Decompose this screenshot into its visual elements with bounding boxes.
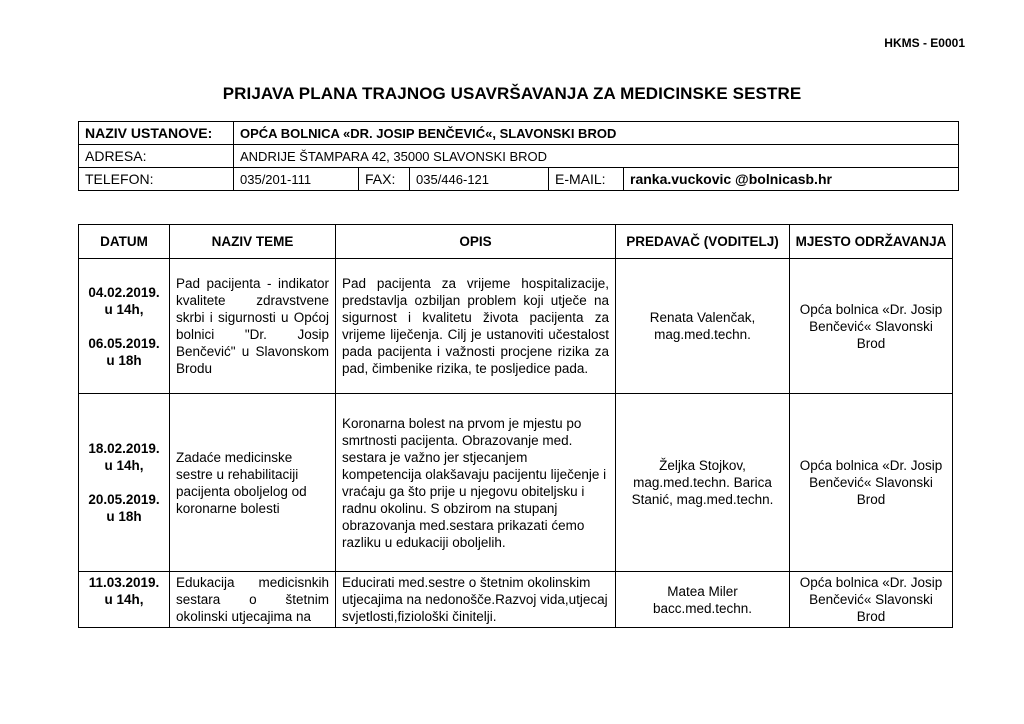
description-cell: Educirati med.sestre o štetnim okolinskim utjecajima na nedonošče.Razvoj vida,utjecaj svjetlosti,fiziološki činitelji. — [336, 572, 616, 628]
description-cell: Koronarna bolest na prvom je mjestu po smrtnosti pacijenta. Obrazovanje med. sestara je važno jer stjecanjem kompetencija olakšavaju pacijentu liječenje i vraćaju ga što prije u njegovu obiteljsku i radnu okolinu. S obzirom na stupanj obrazovanja med.sestara prikazati ćemo razliku u edukaciji oboljelih. — [336, 394, 616, 572]
time: u 14h, — [104, 592, 144, 607]
telefon-label: TELEFON: — [79, 168, 234, 191]
topic-cell: Zadaće medicinske sestre u rehabilitaciji pacijenta oboljelog od koronarne bolesti — [170, 394, 336, 572]
page-title: PRIJAVA PLANA TRAJNOG USAVRŠAVANJA ZA MEDICINSKE SESTRE — [222, 84, 802, 103]
date: 04.02.2019. — [88, 284, 160, 300]
topic-cell: Pad pacijenta - indikator kvalitete zdravstvene skrbi i sigurnosti u Općoj bolnici "Dr. Josip Benčević" u Slavonskom Brodu — [170, 259, 336, 394]
time: u 18h — [106, 352, 142, 368]
location-cell: Opća bolnica «Dr. Josip Benčević« Slavonski Brod — [790, 394, 953, 572]
address-row — [79, 145, 959, 168]
topic-cell: Edukacija medicisnkih sestara o štetnim okolinski utjecajima na — [170, 572, 336, 628]
lecturer-cell: Renata Valenčak, mag.med.techn. — [616, 259, 790, 394]
date-cell — [79, 394, 170, 572]
time: u 14h, — [104, 301, 144, 317]
contact-row — [79, 168, 959, 191]
location-cell: Opća bolnica «Dr. Josip Benčević« Slavonski Brod — [790, 259, 953, 394]
schedule-header-row — [79, 225, 953, 259]
date-cell — [79, 259, 170, 394]
time: u 18h — [106, 509, 142, 524]
lecturer-cell: Matea Miler bacc.med.techn. — [616, 572, 790, 628]
naziv-label: NAZIV USTANOVE: — [79, 122, 234, 145]
institution-info-table — [78, 121, 959, 191]
table-row — [79, 394, 953, 572]
date-cell — [79, 572, 170, 628]
schedule-table — [78, 224, 953, 628]
col-header-mjesto: MJESTO ODRŽAVANJA — [790, 225, 953, 259]
institution-row — [79, 122, 959, 145]
naziv-value: OPĆA BOLNICA «DR. JOSIP BENČEVIĆ«, SLAVONSKI BROD — [234, 122, 959, 145]
time: u 14h, — [104, 458, 144, 473]
adresa-label: ADRESA: — [79, 145, 234, 168]
fax-label: FAX: — [359, 168, 410, 191]
location-cell: Opća bolnica «Dr. Josip Benčević« Slavonski Brod — [790, 572, 953, 628]
form-code: HKMS - E0001 — [884, 36, 965, 50]
email-label: E-MAIL: — [549, 168, 624, 191]
col-header-datum: DATUM — [79, 225, 170, 259]
email-value: ranka.vuckovic @bolnicasb.hr — [624, 168, 959, 191]
date: 06.05.2019. — [88, 335, 160, 351]
col-header-tema: NAZIV TEME — [170, 225, 336, 259]
telefon-value: 035/201-111 — [234, 168, 359, 191]
table-row — [79, 259, 953, 394]
col-header-opis: OPIS — [336, 225, 616, 259]
date: 18.02.2019. — [88, 441, 160, 456]
description-cell: Pad pacijenta za vrijeme hospitalizacije, predstavlja ozbiljan problem koji utječe na sigurnost i kvalitetu života pacijenta za vrijeme liječenja. Cilj je ustanoviti učestalost pada pacijenta i važnosti procjene rizika za pad, čimbenike rizika, te posljedice pada. — [336, 259, 616, 394]
table-row — [79, 572, 953, 628]
col-header-predavac: PREDAVAČ (VODITELJ) — [616, 225, 790, 259]
fax-value: 035/446-121 — [410, 168, 549, 191]
lecturer-cell: Željka Stojkov, mag.med.techn. Barica Stanić, mag.med.techn. — [616, 394, 790, 572]
date: 11.03.2019. — [88, 575, 160, 590]
date: 20.05.2019. — [88, 492, 160, 507]
adresa-value: ANDRIJE ŠTAMPARA 42, 35000 SLAVONSKI BROD — [234, 145, 959, 168]
